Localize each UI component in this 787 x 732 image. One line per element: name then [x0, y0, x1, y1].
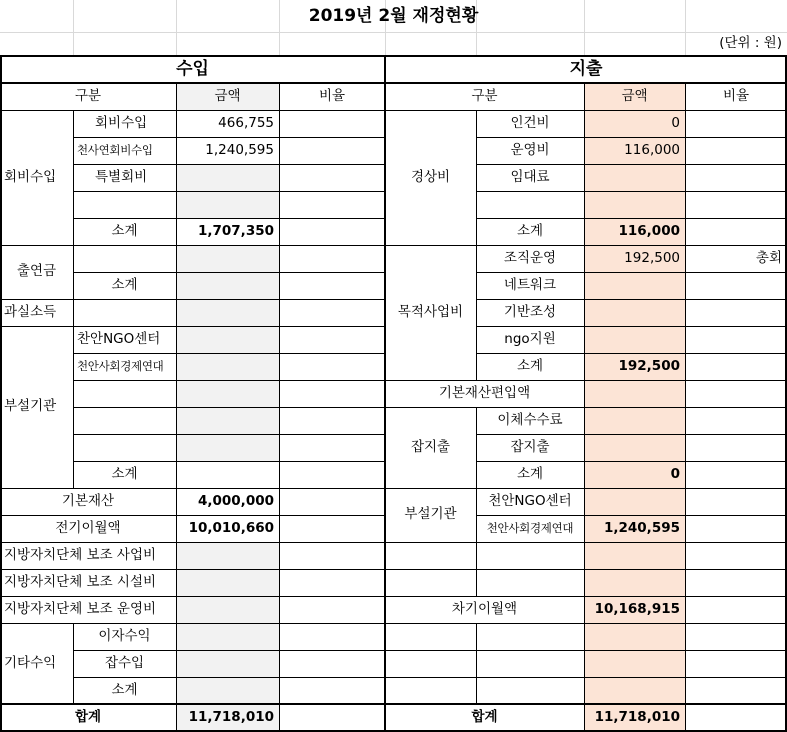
contribution-subtotal-label: 소계 [111, 276, 138, 293]
carryover-next-amount: 10,168,915 [594, 600, 680, 617]
basic-property-amount: 4,000,000 [197, 492, 274, 509]
expense-col-ratio: 비율 [722, 87, 750, 104]
income-affiliates-subtotal-label: 소계 [111, 465, 138, 482]
misc-item-label: 잡지출 [510, 438, 550, 455]
misc-group-label: 잡지출 [410, 438, 451, 455]
purpose-item-label: 기반조성 [503, 303, 557, 320]
carryover-prev-label: 전기이월액 [55, 519, 121, 536]
basic-property-label: 기본재산 [61, 492, 115, 509]
membership-item-amount: 466,755 [218, 114, 274, 131]
expense-affiliate-amount: 1,240,595 [603, 519, 680, 536]
ordinary-item-amount: 116,000 [624, 141, 680, 158]
ordinary-subtotal: 116,000 [618, 222, 680, 239]
purpose-item-ratio: 총회 [755, 249, 782, 266]
membership-group-label: 회비수입 [4, 168, 57, 185]
contribution-group-label: 출연금 [16, 263, 57, 280]
expense-col-category: 구분 [471, 87, 498, 104]
purpose-item-label: ngo지원 [504, 330, 556, 347]
income-total-amount: 11,718,010 [188, 708, 274, 725]
ordinary-item-label: 운영비 [510, 141, 550, 158]
subsidy-label: 지방자치단체 보조 사업비 [4, 546, 157, 563]
membership-item-label: 회비수입 [95, 114, 148, 131]
membership-subtotal: 1,707,350 [197, 222, 274, 239]
purpose-item-label: 네트워크 [503, 276, 557, 293]
other-income-group-label: 기타수익 [4, 654, 57, 671]
income-total-label: 합계 [74, 708, 102, 725]
membership-item-label: 특별회비 [95, 168, 148, 185]
expense-total-label: 합계 [471, 708, 498, 725]
other-income-subtotal-label: 소계 [111, 681, 138, 698]
purpose-subtotal-label: 소계 [516, 357, 544, 374]
ordinary-group-label: 경상비 [410, 168, 451, 185]
expense-header: 지출 [569, 59, 603, 79]
ordinary-subtotal-label: 소계 [516, 222, 544, 239]
other-income-item: 잡수입 [104, 654, 145, 671]
carryover-next-label: 차기이월액 [451, 600, 518, 617]
expense-total-amount: 11,718,010 [594, 708, 680, 725]
income-affiliates-group-label: 부설기관 [4, 398, 57, 415]
misc-item-label: 이체수수료 [497, 411, 563, 428]
misc-subtotal-label: 소계 [516, 465, 544, 482]
income-affiliate-item: 천안사회경제연대 [77, 358, 164, 373]
subsidy-label: 지방자치단체 보조 운영비 [4, 600, 157, 617]
purpose-item-amount: 192,500 [624, 249, 680, 266]
misc-subtotal: 0 [670, 465, 680, 482]
income-header: 수입 [176, 59, 209, 79]
membership-subtotal-label: 소계 [111, 222, 138, 239]
page-title: 2019년 2월 재정현황 [308, 5, 479, 26]
membership-item-amount: 1,240,595 [205, 141, 274, 158]
purpose-subtotal: 192,500 [618, 357, 680, 374]
purpose-group-label: 목적사업비 [397, 303, 464, 320]
expense-affiliate-item: 천안NGO센터 [488, 492, 572, 509]
unit-label: (단위 : 원) [719, 35, 782, 52]
income-col-amount: 금액 [214, 87, 241, 104]
ordinary-item-label: 임대료 [510, 168, 550, 185]
purpose-item-label: 조직운영 [503, 249, 557, 266]
negligence-label: 과실소득 [4, 303, 57, 320]
ordinary-item-amount: 0 [671, 114, 680, 131]
expense-affiliate-item: 천안사회경제연대 [486, 520, 574, 535]
carryover-prev-amount: 10,010,660 [188, 519, 274, 536]
basic-property-transfer-label: 기본재산편입액 [438, 384, 531, 401]
membership-item-label: 천사연회비수입 [77, 142, 153, 157]
expense-col-amount: 금액 [621, 87, 648, 104]
income-col-category: 구분 [74, 87, 102, 104]
subsidy-label: 지방자치단체 보조 시설비 [4, 573, 157, 590]
income-col-ratio: 비율 [318, 87, 346, 104]
expense-affiliates-group-label: 부설기관 [404, 506, 457, 523]
other-income-item: 이자수익 [98, 627, 151, 644]
income-affiliate-item: 찬안NGO센터 [77, 330, 161, 347]
ordinary-item-label: 인건비 [510, 114, 550, 131]
